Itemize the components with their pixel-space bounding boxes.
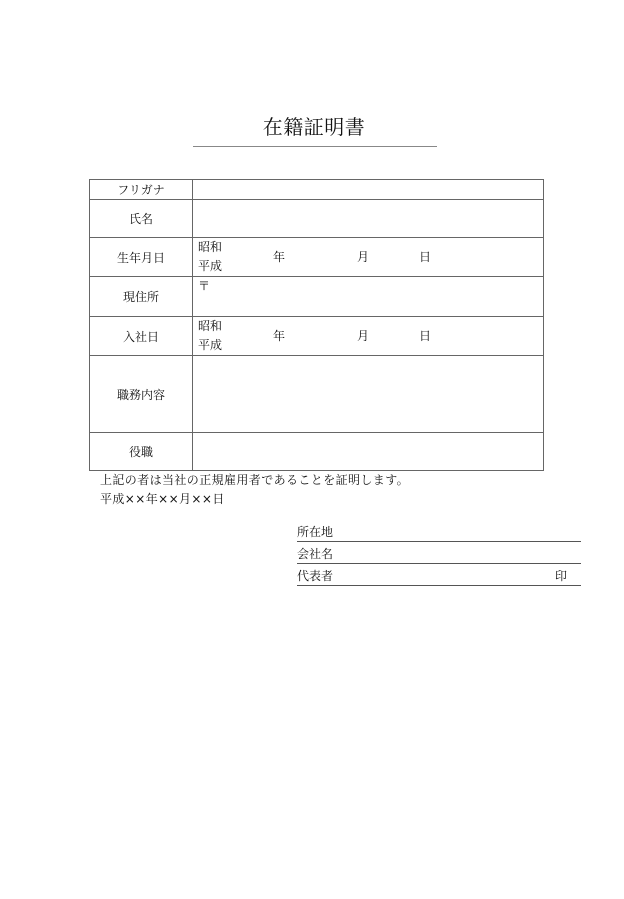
birthdate-month-unit: 月 [357, 250, 370, 264]
title-underline [193, 146, 437, 147]
hire-date-era-showa: 昭和 [198, 319, 223, 333]
address-label: 現住所 [90, 277, 193, 317]
birthdate-label: 生年月日 [90, 238, 193, 277]
hire-date-era-heisei: 平成 [198, 338, 223, 352]
furigana-label: フリガナ [90, 180, 193, 200]
name-label: 氏名 [90, 200, 193, 238]
address-field[interactable] [193, 277, 544, 317]
hire-date-day-unit: 日 [419, 329, 432, 343]
furigana-field[interactable] [193, 180, 544, 200]
birthdate-day-unit: 日 [419, 250, 432, 264]
hire-date-month-unit: 月 [357, 329, 370, 343]
hire-date-year-unit: 年 [273, 329, 286, 343]
birthdate-field[interactable] [193, 238, 544, 277]
certificate-form-table [89, 179, 544, 471]
duties-field[interactable] [193, 356, 544, 433]
issue-date: 平成××年××月××日 [100, 492, 225, 506]
document-title: 在籍証明書 [262, 115, 366, 139]
name-field[interactable] [193, 200, 544, 238]
birthdate-year-unit: 年 [273, 250, 286, 264]
representative-line[interactable] [297, 568, 581, 586]
form-row-position [90, 433, 544, 471]
form-row-duties [90, 356, 544, 433]
company-location-line[interactable] [297, 524, 581, 542]
representative-label: 代表者 [297, 569, 334, 583]
seal-mark: 印 [554, 569, 567, 583]
hire-date-label: 入社日 [90, 317, 193, 356]
duties-label: 職務内容 [90, 356, 193, 433]
company-name-label: 会社名 [297, 547, 334, 561]
form-row-birthdate [90, 238, 544, 277]
hire-date-field[interactable] [193, 317, 544, 356]
certification-statement: 上記の者は当社の正規雇用者であることを証明します。 [100, 473, 410, 487]
position-label: 役職 [90, 433, 193, 471]
form-row-address [90, 277, 544, 317]
birthdate-era-showa: 昭和 [198, 240, 223, 254]
company-name-line[interactable] [297, 546, 581, 564]
position-field[interactable] [193, 433, 544, 471]
form-row-furigana [90, 180, 544, 200]
birthdate-era-heisei: 平成 [198, 259, 223, 273]
form-row-hire-date [90, 317, 544, 356]
form-row-name [90, 200, 544, 238]
postal-mark: 〒 [198, 279, 211, 293]
company-location-label: 所在地 [297, 525, 334, 539]
